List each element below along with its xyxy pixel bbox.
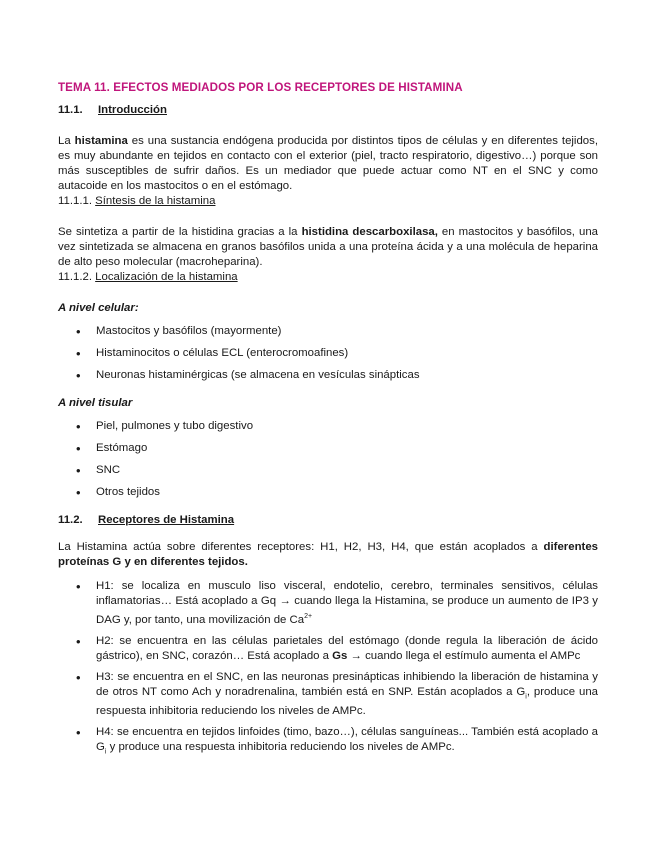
h2-protein: Gs bbox=[332, 649, 348, 662]
h4-subscript: i bbox=[104, 748, 107, 756]
celular-heading: A nivel celular: bbox=[58, 302, 139, 314]
list-item: • Estómago bbox=[58, 441, 598, 463]
receptors-intro-paragraph bbox=[58, 540, 598, 570]
receptor-h1 bbox=[58, 579, 598, 628]
list-item: • Histaminocitos o células ECL (enterocromoafines) bbox=[58, 346, 598, 368]
receptor-list bbox=[58, 579, 598, 759]
h2-text-a: H2: se encuentra en las células parietales del estómago (donde regula la liberación de ácido gástrico), en SNC, corazón… Está acoplado a bbox=[96, 634, 598, 662]
sintesis-paragraph bbox=[58, 225, 598, 270]
section-number: 11.1. bbox=[58, 104, 83, 116]
subsection-heading-11-1-2 bbox=[58, 270, 598, 285]
sintesis-term: histidina descarboxilasa, bbox=[301, 226, 438, 238]
receptor-h2 bbox=[58, 634, 598, 664]
h1-text: H1: se localiza en musculo liso visceral, endotelio, cerebro, terminales sensitivos, células inflamatorias… Está acoplado a Gq → cuando llega la Histamina, se produce un aumento de IP3 y DAG y, por tanto, una movilización de Ca bbox=[96, 580, 598, 626]
tisular-list bbox=[58, 419, 598, 507]
recintro-term: diferentes proteínas G y en diferentes tejidos. bbox=[58, 541, 598, 568]
subsection-number: 11.1.1. bbox=[58, 195, 96, 207]
list-item: • Otros tejidos bbox=[58, 485, 598, 507]
list-item: • Piel, pulmones y tubo digestivo bbox=[58, 419, 598, 441]
h3-text-c: , produce una respuesta inhibitoria reduciendo los niveles de AMPc. bbox=[96, 685, 598, 718]
intro-text-a: La bbox=[58, 135, 75, 147]
recintro-text-a: La Histamina actúa sobre diferentes receptores: H1, H2, H3, H4, que están acoplados a bbox=[58, 541, 544, 553]
subsection-title: Localización de la histamina bbox=[95, 271, 238, 283]
tisular-heading: A nivel tisular bbox=[58, 397, 133, 409]
h4-text-a: H4: se encuentra en tejidos linfoides (timo, bazo…), células sanguíneas... También está acoplado a G bbox=[96, 726, 598, 754]
list-item: • Neuronas histaminérgicas (se almacena en vesículas sinápticas bbox=[58, 368, 598, 390]
sintesis-text-a: Se sintetiza a partir de la histidina gracias a la bbox=[58, 226, 302, 238]
receptor-h4 bbox=[58, 725, 598, 759]
intro-text-c: es una sustancia endógena producida por distintos tipos de células y en diferentes tejidos, es muy abundante en tejidos en contacto con el exterior (piel, tracto respiratorio, digestivo…) porque son más susceptibles de sufrir daños. Es un mediador que puede actuar como NT en el SNC y como autacoide en los mastocitos o en el estómago. bbox=[58, 135, 598, 192]
list-item: • SNC bbox=[58, 463, 598, 485]
h3-subscript: i bbox=[525, 693, 527, 701]
receptor-h3 bbox=[58, 670, 598, 719]
celular-list bbox=[58, 324, 598, 390]
h2-text-c: → cuando llega el estímulo aumenta el AMPc bbox=[347, 649, 581, 662]
subsection-heading-11-1-1 bbox=[58, 194, 598, 209]
document-title: TEMA 11. EFECTOS MEDIADOS POR LOS RECEPTORES DE HISTAMINA bbox=[58, 81, 463, 94]
intro-term: histamina bbox=[74, 135, 128, 147]
document-page bbox=[58, 80, 598, 765]
h1-superscript: 2+ bbox=[304, 613, 313, 620]
list-item: • Mastocitos y basófilos (mayormente) bbox=[58, 324, 598, 346]
section-title: Receptores de Histamina bbox=[98, 514, 235, 526]
intro-paragraph bbox=[58, 134, 598, 194]
subsection-title: Síntesis de la histamina bbox=[95, 195, 216, 207]
h3-text-a: H3: se encuentra en el SNC, en las neuronas presinápticas inhibiendo la liberación de histamina y de otros NT como Ach y noradrenalina, también está en SNP. Están acoplados a G bbox=[96, 670, 598, 698]
section-heading-11-2 bbox=[58, 513, 598, 528]
h4-text-c: y produce una respuesta inhibitoria reduciendo los niveles de AMPc. bbox=[106, 741, 455, 754]
section-heading-11-1 bbox=[58, 103, 598, 118]
section-number: 11.2. bbox=[58, 514, 83, 526]
sintesis-text-c: en mastocitos y basófilos, una vez sintetizada se almacena en granos basófilos unida a una proteína ácida y a una molécula de heparina de alto peso molecular (macroheparina). bbox=[58, 226, 598, 268]
section-title: Introducción bbox=[98, 104, 167, 116]
subsection-number: 11.1.2. bbox=[58, 271, 96, 283]
